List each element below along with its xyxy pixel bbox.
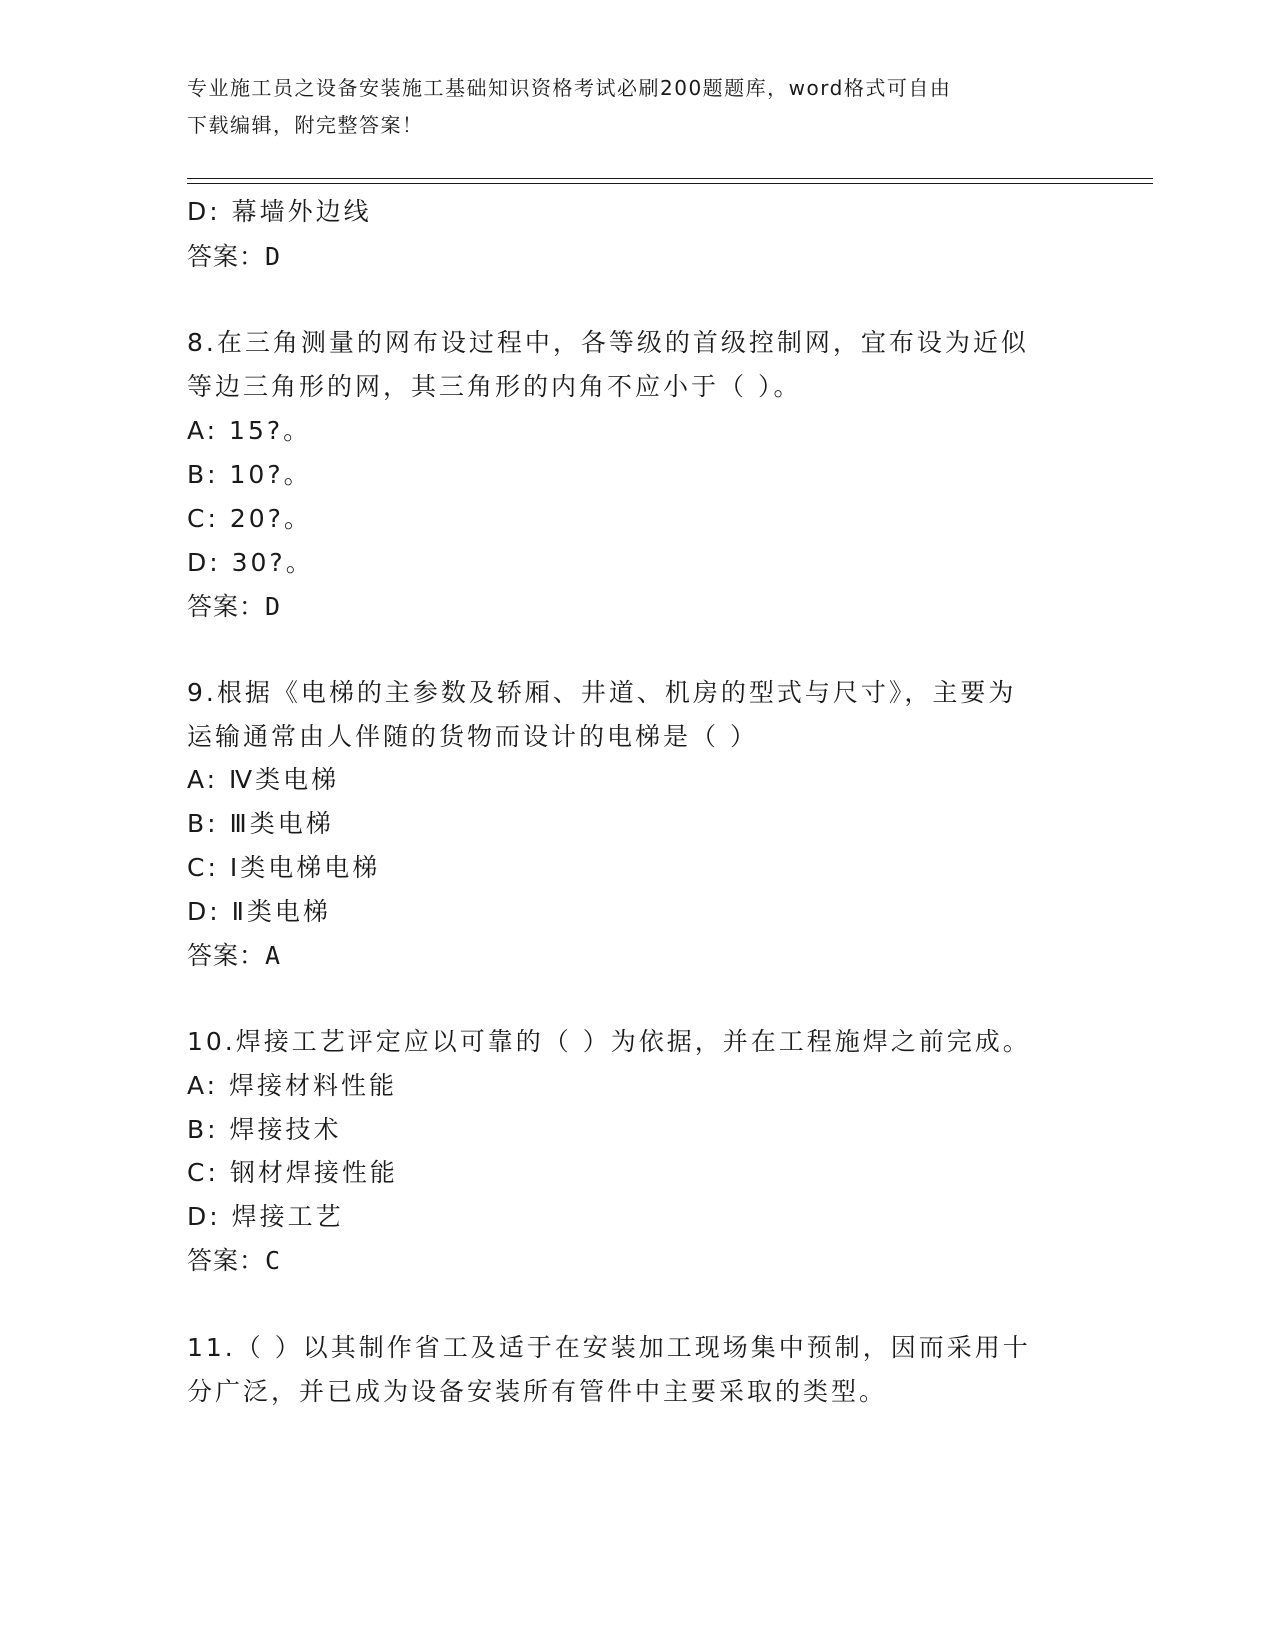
q9-option-d: D: Ⅱ类电梯 [187, 897, 331, 926]
answer-label: 答案： [187, 242, 266, 271]
header-divider-bottom [187, 183, 1153, 184]
q9-option-c: C: Ⅰ类电梯电梯 [187, 853, 381, 882]
prev-answer [187, 237, 281, 273]
q11-stem-line-2: 分广泛，并已成为设备安装所有管件中主要采取的类型。 [187, 1377, 888, 1406]
q9-stem-line-2: 运输通常由人伴随的货物而设计的电梯是（ ） [187, 722, 758, 751]
q8-stem-line-1: 8.在三角测量的网布设过程中，各等级的首级控制网，宜布设为近似 [187, 328, 1029, 357]
header-line-2: 下载编辑，附完整答案！ [187, 113, 424, 137]
q9-answer [187, 936, 281, 972]
q11-stem-line-1: 11.（ ）以其制作省工及适于在安装加工现场集中预制，因而采用十 [187, 1333, 1031, 1362]
q8-option-a: A: 15?。 [187, 416, 312, 445]
answer-label: 答案： [187, 941, 266, 970]
answer-value: D [265, 242, 282, 271]
prev-option-d: D: 幕墙外边线 [187, 197, 372, 226]
answer-value: A [265, 941, 282, 970]
q8-option-b: B: 10?。 [187, 460, 312, 489]
q9-option-b: B: Ⅲ类电梯 [187, 809, 334, 838]
q8-answer [187, 587, 281, 623]
answer-value: D [265, 592, 282, 621]
header-line-1: 专业施工员之设备安装施工基础知识资格考试必刷200题题库，word格式可自由 [187, 76, 952, 100]
q10-option-b: B: 焊接技术 [187, 1115, 342, 1144]
q10-answer [187, 1241, 281, 1277]
q8-option-c: C: 20?。 [187, 504, 312, 533]
q10-option-a: A: 焊接材料性能 [187, 1071, 398, 1100]
answer-label: 答案： [187, 1246, 266, 1275]
q8-option-d: D: 30?。 [187, 548, 314, 577]
answer-label: 答案： [187, 592, 266, 621]
q9-option-a: A: Ⅳ类电梯 [187, 765, 340, 794]
q10-stem-line-1: 10.焊接工艺评定应以可靠的（ ）为依据，并在工程施焊之前完成。 [187, 1027, 1031, 1056]
q8-stem-line-2: 等边三角形的网，其三角形的内角不应小于（ ）。 [187, 372, 802, 401]
q10-option-d: D: 焊接工艺 [187, 1202, 344, 1231]
header-divider-top [187, 178, 1153, 179]
document-header [187, 70, 1067, 144]
answer-value: C [265, 1246, 282, 1275]
q10-option-c: C: 钢材焊接性能 [187, 1158, 398, 1187]
q9-stem-line-1: 9.根据《电梯的主参数及轿厢、井道、机房的型式与尺寸》，主要为 [187, 678, 1017, 707]
